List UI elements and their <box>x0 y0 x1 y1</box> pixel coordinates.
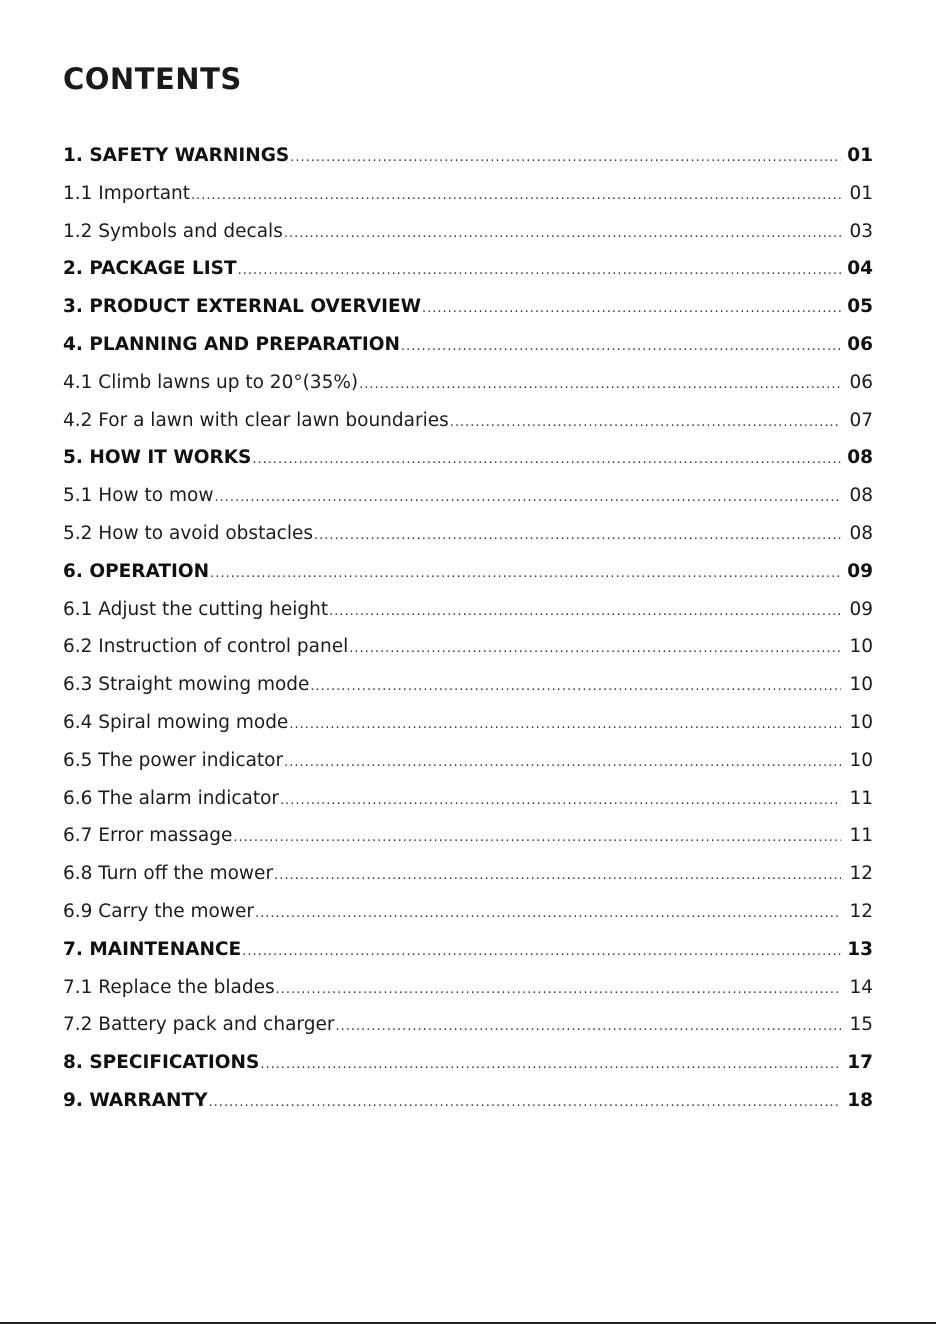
toc-subsection-entry <box>63 674 873 712</box>
toc-page-number: 06 <box>847 333 873 355</box>
toc-subsection-entry <box>63 372 873 410</box>
toc-section-entry <box>63 145 873 183</box>
toc-subsection-entry <box>63 863 873 901</box>
toc-subsection-entry <box>63 221 873 259</box>
toc-dot-leader <box>255 906 841 921</box>
toc-subsection-entry <box>63 712 873 750</box>
toc-dot-leader <box>314 528 841 543</box>
toc-section-entry <box>63 296 873 334</box>
toc-page-number: 06 <box>849 371 873 393</box>
toc-subsection-entry <box>63 599 873 637</box>
toc-subsection-entry <box>63 183 873 221</box>
toc-page-number: 07 <box>849 409 873 431</box>
toc-section-entry <box>63 447 873 485</box>
toc-section-entry <box>63 561 873 599</box>
toc-page-number: 08 <box>849 485 873 507</box>
toc-entry-label: 4. PLANNING AND PREPARATION <box>63 333 401 355</box>
toc-page-number: 03 <box>849 220 873 242</box>
toc-entry-label: 7.1 Replace the blades <box>63 976 275 998</box>
toc-entry-label: 9. WARRANTY <box>63 1089 208 1111</box>
toc-dot-leader <box>209 1095 841 1110</box>
toc-entry-label: 6.8 Turn off the mower <box>63 863 274 885</box>
toc-entry-label: 8. SPECIFICATIONS <box>63 1052 260 1074</box>
toc-page-number: 11 <box>849 787 873 809</box>
toc-dot-leader <box>284 226 841 241</box>
toc-entry-label: 6.4 Spiral mowing mode <box>63 711 289 733</box>
toc-page-number: 14 <box>849 976 873 998</box>
toc-subsection-entry <box>63 523 873 561</box>
toc-dot-leader <box>233 830 841 845</box>
toc-subsection-entry <box>63 825 873 863</box>
toc-entry-label: 2. PACKAGE LIST <box>63 258 237 280</box>
toc-entry-label: 7. MAINTENANCE <box>63 938 242 960</box>
toc-dot-leader <box>284 755 841 770</box>
toc-subsection-entry <box>63 750 873 788</box>
toc-section-entry <box>63 334 873 372</box>
toc-page-number: 10 <box>849 711 873 733</box>
toc-page-number: 09 <box>847 560 873 582</box>
toc-dot-leader <box>289 717 841 732</box>
toc-subsection-entry <box>63 788 873 826</box>
toc-page-number: 10 <box>849 636 873 658</box>
toc-section-entry <box>63 939 873 977</box>
toc-entry-label: 7.2 Battery pack and charger <box>63 1014 335 1036</box>
toc-entry-label: 5.2 How to avoid obstacles <box>63 522 313 544</box>
toc-page-number: 01 <box>847 145 873 166</box>
toc-subsection-entry <box>63 901 873 939</box>
toc-dot-leader <box>252 452 841 467</box>
toc-dot-leader <box>359 377 841 392</box>
table-of-contents <box>63 145 873 1128</box>
toc-page-number: 08 <box>849 522 873 544</box>
toc-entry-label: 5. HOW IT WORKS <box>63 447 252 469</box>
toc-dot-leader <box>329 604 841 619</box>
toc-dot-leader <box>260 1057 841 1072</box>
toc-section-entry <box>63 258 873 296</box>
toc-subsection-entry <box>63 977 873 1015</box>
toc-page-number: 08 <box>847 447 873 469</box>
toc-dot-leader <box>210 566 841 581</box>
toc-page-number: 09 <box>849 598 873 620</box>
toc-dot-leader <box>191 188 841 203</box>
toc-dot-leader <box>238 263 841 278</box>
toc-page-number: 18 <box>847 1089 873 1111</box>
toc-entry-label: 4.1 Climb lawns up to 20°(35%) <box>63 371 359 393</box>
toc-page-number: 10 <box>849 674 873 696</box>
toc-dot-leader <box>290 150 841 165</box>
toc-entry-label: 6.3 Straight mowing mode <box>63 674 310 696</box>
toc-page-number: 15 <box>849 1014 873 1036</box>
page-title: CONTENTS <box>63 62 242 96</box>
toc-entry-label: 3. PRODUCT EXTERNAL OVERVIEW <box>63 296 421 318</box>
toc-entry-label: 6.5 The power indicator <box>63 749 284 771</box>
toc-subsection-entry <box>63 485 873 523</box>
toc-entry-label: 6. OPERATION <box>63 560 210 582</box>
toc-page-number: 17 <box>847 1052 873 1074</box>
toc-dot-leader <box>310 679 841 694</box>
toc-section-entry <box>63 1052 873 1090</box>
toc-dot-leader <box>450 415 841 430</box>
toc-dot-leader <box>349 641 841 656</box>
toc-entry-label: 1.2 Symbols and decals <box>63 220 283 242</box>
toc-subsection-entry <box>63 636 873 674</box>
toc-entry-label: 1.1 Important <box>63 182 191 204</box>
toc-dot-leader <box>276 982 841 997</box>
toc-page-number: 11 <box>849 825 873 847</box>
toc-page-number: 12 <box>849 900 873 922</box>
toc-dot-leader <box>422 301 841 316</box>
toc-entry-label: 6.7 Error massage <box>63 825 233 847</box>
toc-entry-label: 1. SAFETY WARNINGS <box>63 145 290 166</box>
toc-entry-label: 6.9 Carry the mower <box>63 900 254 922</box>
toc-page-number: 04 <box>847 258 873 280</box>
toc-page-number: 10 <box>849 749 873 771</box>
toc-dot-leader <box>401 339 841 354</box>
toc-dot-leader <box>335 1019 841 1034</box>
toc-subsection-entry <box>63 410 873 448</box>
toc-entry-label: 6.2 Instruction of control panel <box>63 636 349 658</box>
toc-dot-leader <box>242 944 841 959</box>
toc-page-number: 01 <box>849 182 873 204</box>
toc-entry-label: 5.1 How to mow <box>63 485 214 507</box>
toc-dot-leader <box>214 490 841 505</box>
toc-section-entry <box>63 1090 873 1128</box>
toc-page-number: 05 <box>847 296 873 318</box>
toc-dot-leader <box>274 868 841 883</box>
toc-entry-label: 6.1 Adjust the cutting height <box>63 598 329 620</box>
toc-page-number: 13 <box>847 938 873 960</box>
toc-entry-label: 6.6 The alarm indicator <box>63 787 280 809</box>
toc-dot-leader <box>280 793 841 808</box>
toc-subsection-entry <box>63 1014 873 1052</box>
toc-entry-label: 4.2 For a lawn with clear lawn boundaries <box>63 409 449 431</box>
toc-page-number: 12 <box>849 863 873 885</box>
